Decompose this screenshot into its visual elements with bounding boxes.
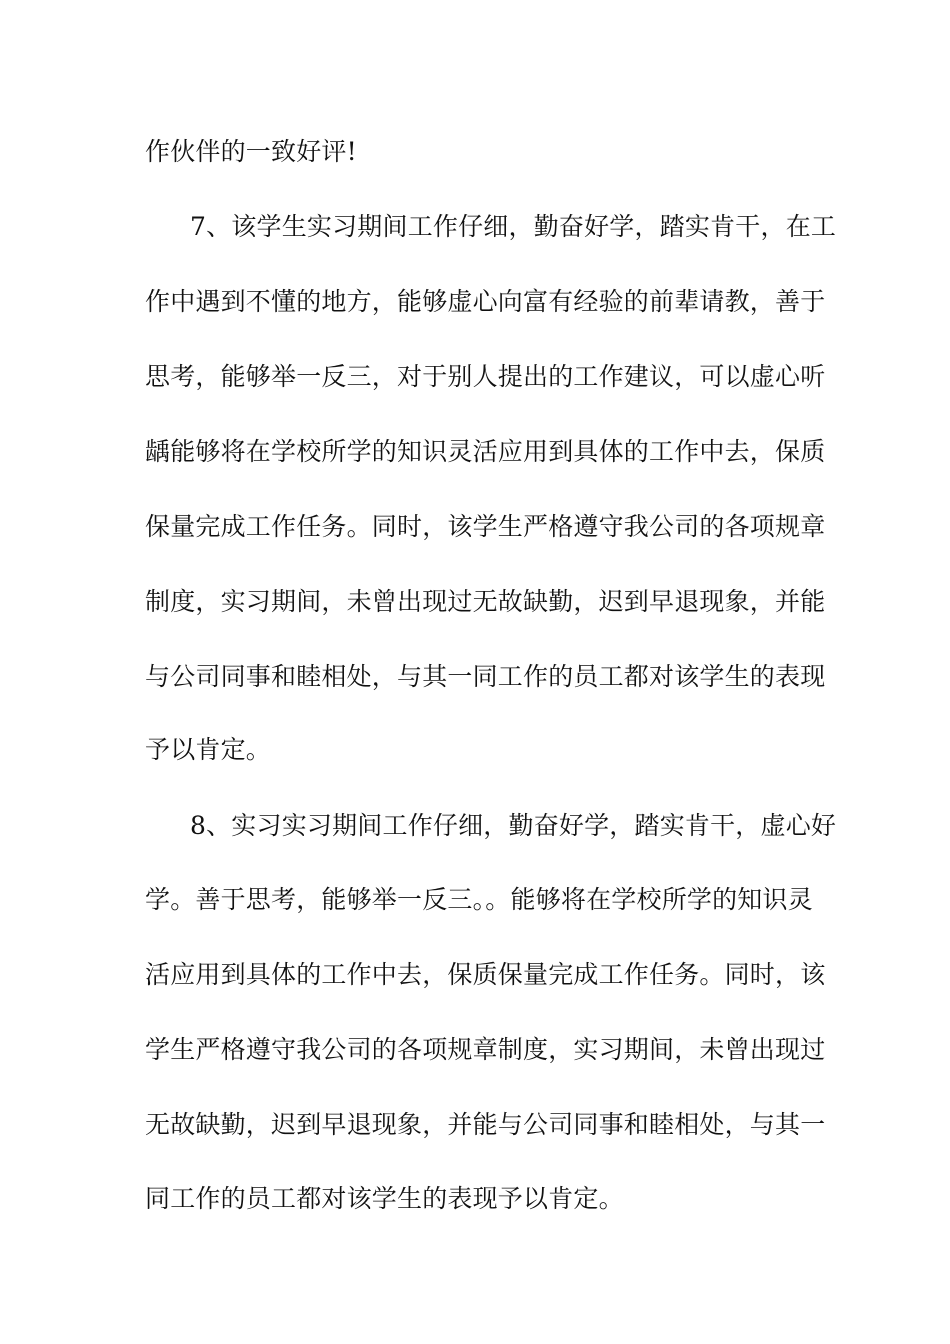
text-line: 思考，能够举一反三，对于别人提出的工作建议，可以虚心听	[145, 362, 826, 391]
paragraph-8-first-line: 8、实习实习期间工作仔细，勤奋好学，踏实肯干，虚心好	[190, 811, 837, 840]
text-line: 无故缺勤，迟到早退现象，并能与公司同事和睦相处，与其一	[145, 1110, 826, 1139]
text-line: 龋能够将在学校所学的知识灵活应用到具体的工作中去，保质	[145, 437, 826, 466]
text-line: 活应用到具体的工作中去，保质保量完成工作任务。同时，该	[145, 960, 826, 989]
text-line: 与公司同事和睦相处，与其一同工作的员工都对该学生的表现	[145, 662, 826, 691]
text-line: 作中遇到不懂的地方，能够虚心向富有经验的前辈请教，善于	[145, 287, 826, 316]
text-line: 学。善于思考，能够举一反三。。能够将在学校所学的知识灵	[145, 885, 813, 914]
paragraph-7-first-line: 7、该学生实习期间工作仔细，勤奋好学，踏实肯干，在工	[190, 212, 837, 241]
text-line: 学生严格遵守我公司的各项规章制度，实习期间，未曾出现过	[145, 1035, 826, 1064]
text-line: 作伙伴的一致好评!	[145, 137, 357, 166]
text-line: 保量完成工作任务。同时，该学生严格遵守我公司的各项规章	[145, 512, 826, 541]
text-line: 制度，实习期间，未曾出现过无故缺勤，迟到早退现象，并能	[145, 587, 826, 616]
text-line: 同工作的员工都对该学生的表现予以肯定。	[145, 1184, 624, 1213]
text-line: 予以肯定。	[145, 735, 272, 764]
